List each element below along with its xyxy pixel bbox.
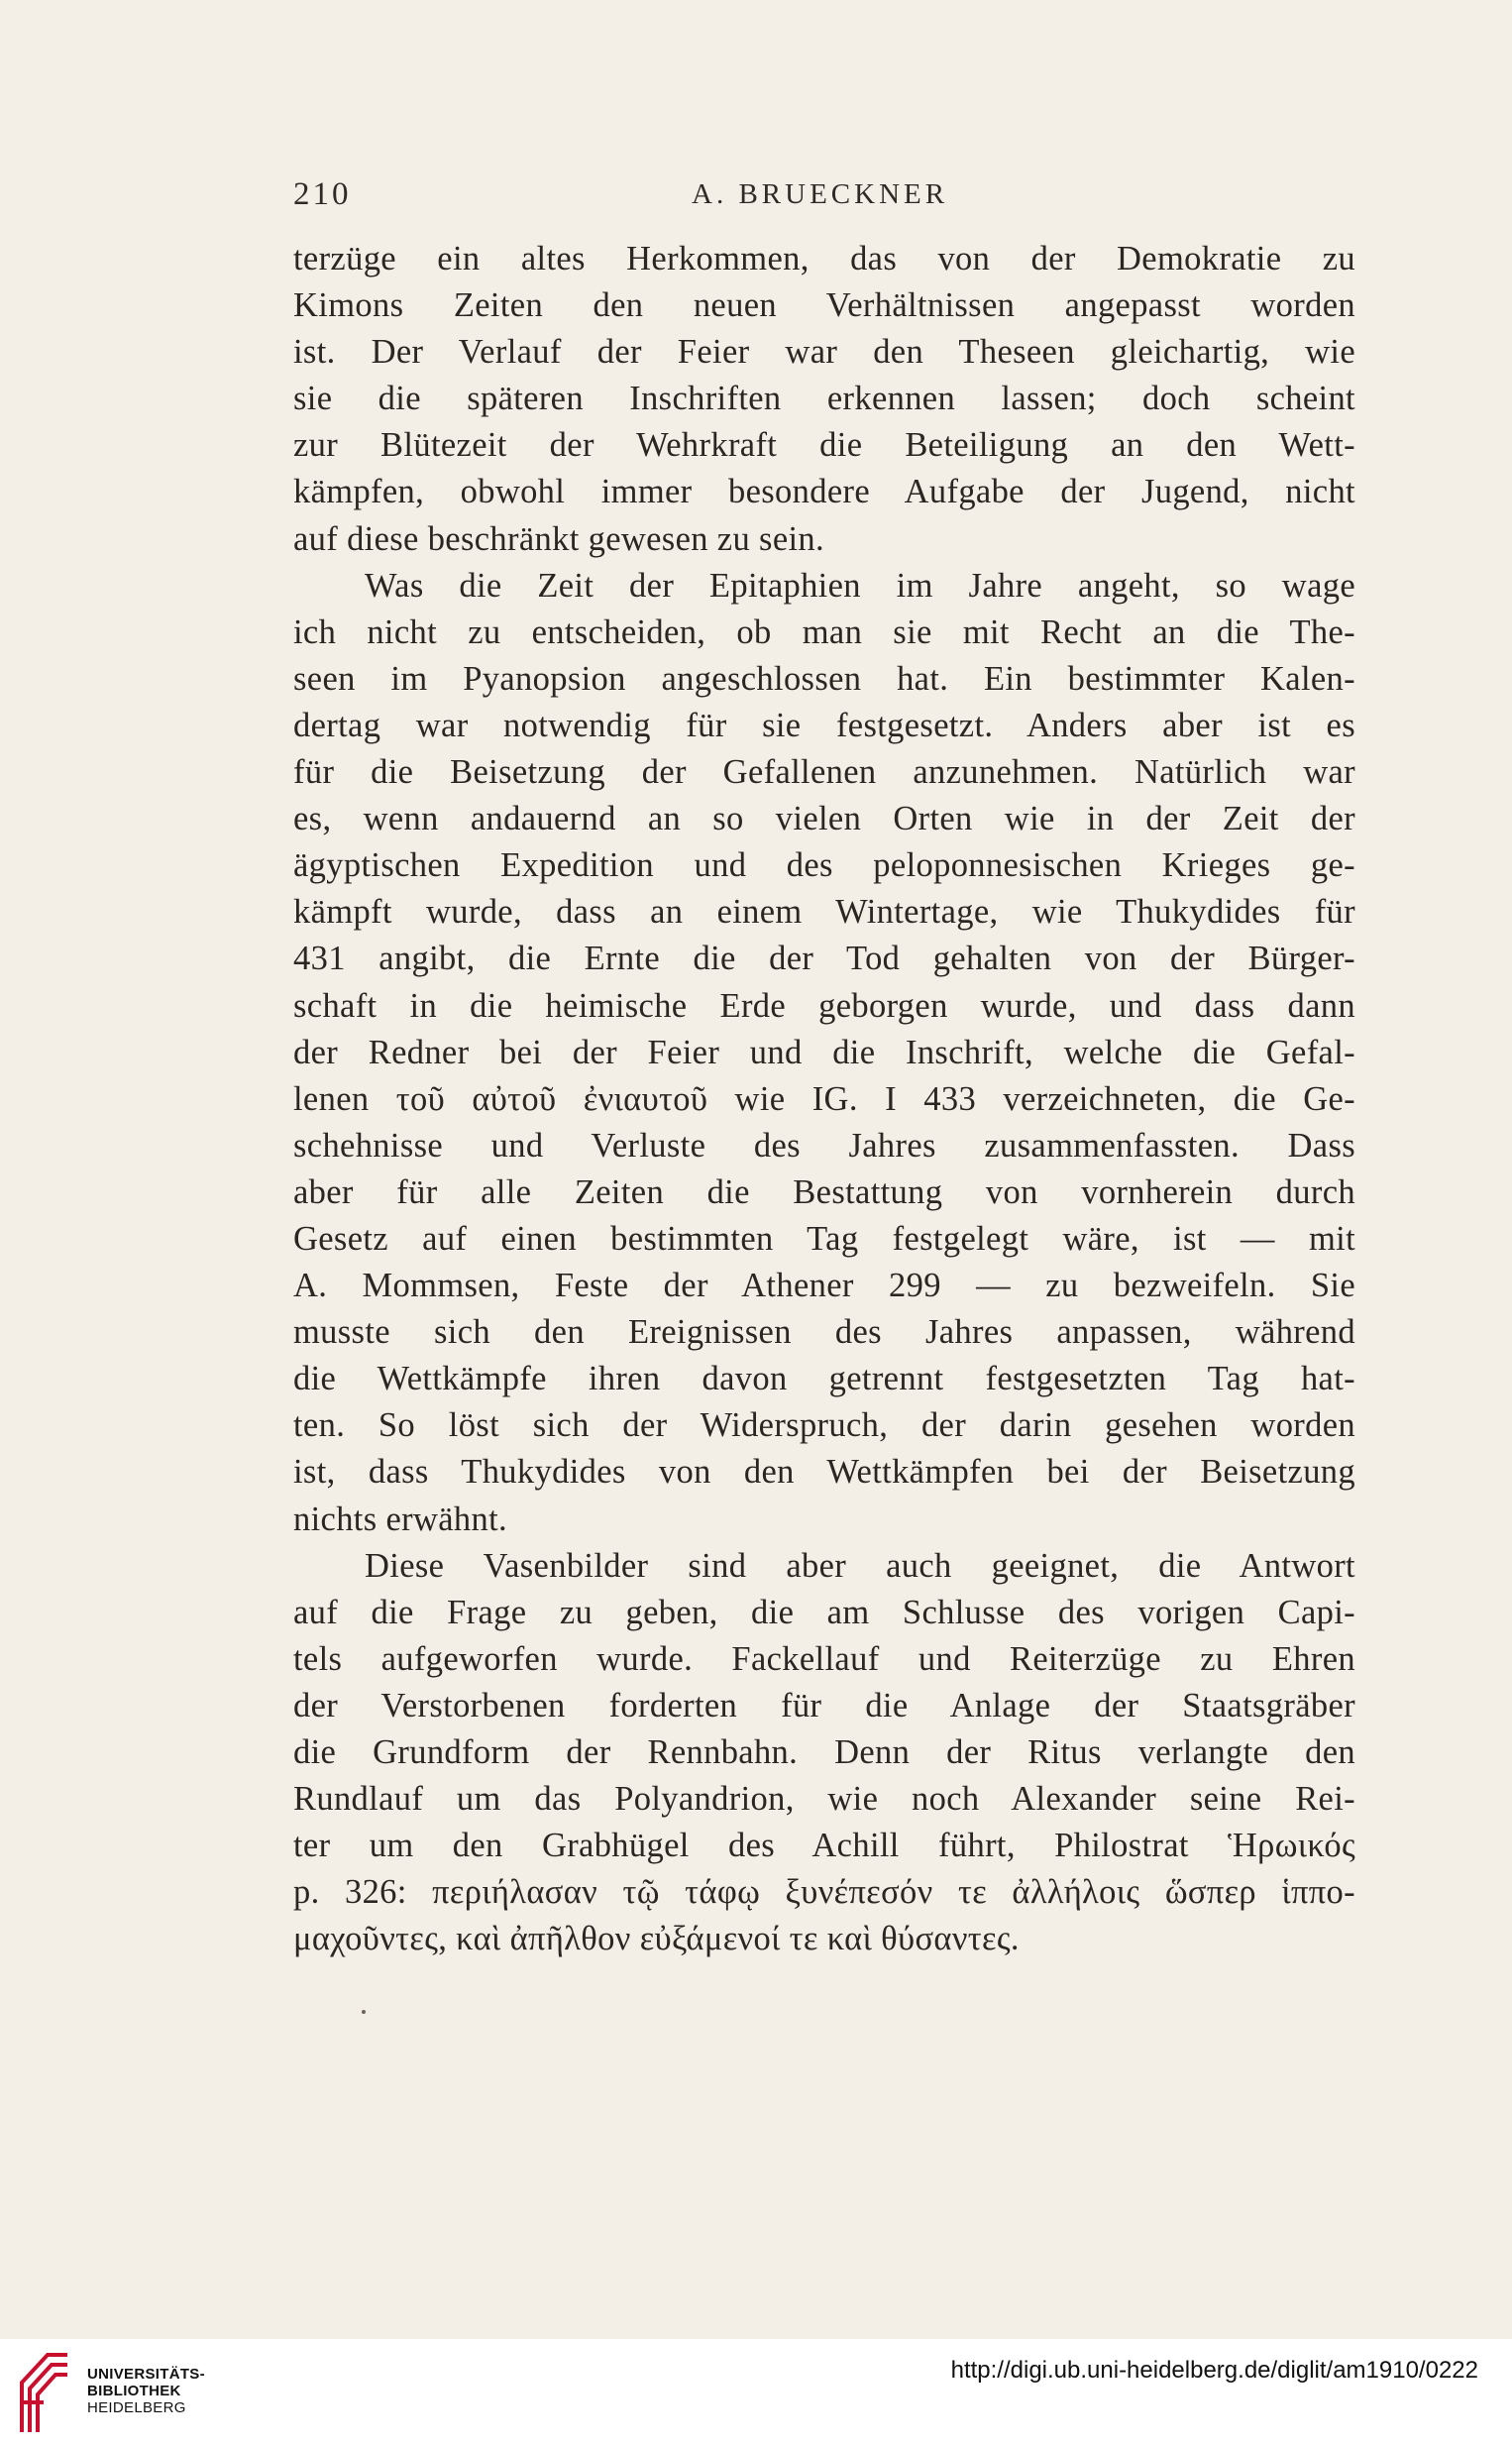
text-line: μαχοῦντες, καὶ ἀπῆλθον εὐξάμενοί τε καὶ θύσαντες. — [293, 1920, 1020, 1958]
text-line: ten. So löst sich der Widerspruch, der darin gesehen worden — [293, 1406, 1355, 1445]
text-line: musste sich den Ereignissen des Jahres anpassen, während — [293, 1313, 1355, 1352]
library-name-line: BIBLIOTHEK — [87, 2383, 181, 2399]
text-line: ägyptischen Expedition und des peloponnesischen Krieges ge- — [293, 846, 1355, 885]
text-line: ist. Der Verlauf der Feier war den Theseen gleichartig, wie — [293, 333, 1355, 372]
text-line: ter um den Grabhügel des Achill führt, Philostrat Ἡρωικός — [293, 1827, 1355, 1865]
text-line: der Redner bei der Feier und die Inschrift, welche die Gefal- — [293, 1033, 1355, 1071]
page-number: 210 — [293, 176, 352, 212]
text-line: nichts erwähnt. — [293, 1500, 508, 1538]
text-line: es, wenn andauernd an so vielen Orten wie in der Zeit der — [293, 800, 1355, 838]
text-line: kämpfen, obwohl immer besondere Aufgabe der Jugend, nicht — [293, 473, 1355, 511]
text-line: lenen τοῦ αὐτοῦ ἐνιαυτοῦ wie IG. I 433 verzeichneten, die Ge- — [293, 1079, 1355, 1118]
text-line: ich nicht zu entscheiden, ob man sie mit Recht an die The- — [293, 612, 1355, 651]
text-line: tels aufgeworfen wurde. Fackellauf und Reiterzüge zu Ehren — [293, 1639, 1355, 1678]
text-line: terzüge ein altes Herkommen, das von der Demokratie zu — [293, 240, 1355, 278]
library-name-line: UNIVERSITÄTS- — [87, 2366, 205, 2383]
text-line: kämpft wurde, dass an einem Wintertage, wie Thukydides für — [293, 893, 1355, 932]
text-line: zur Blütezeit der Wehrkraft die Beteiligung an den Wett- — [293, 426, 1355, 465]
text-line: Kimons Zeiten den neuen Verhältnissen angepasst worden — [293, 286, 1355, 325]
text-line: seen im Pyanopsion angeschlossen hat. Ein bestimmter Kalen- — [293, 659, 1355, 698]
text-line: auf die Frage zu geben, die am Schlusse des vorigen Capi- — [293, 1593, 1355, 1631]
text-line: der Verstorbenen forderten für die Anlage der Staatsgräber — [293, 1686, 1355, 1724]
text-line: die Grundform der Rennbahn. Denn der Ritus verlangte den — [293, 1733, 1355, 1771]
text-line: sie die späteren Inschriften erkennen lassen; doch scheint — [293, 380, 1355, 418]
text-line: für die Beisetzung der Gefallenen anzunehmen. Natürlich war — [293, 753, 1355, 792]
text-line: Rundlauf um das Polyandrion, wie noch Alexander seine Rei- — [293, 1780, 1355, 1819]
running-title: A. BRUECKNER — [692, 178, 949, 210]
library-name — [87, 2366, 205, 2416]
text-line: aber für alle Zeiten die Bestattung von vornherein durch — [293, 1172, 1355, 1211]
text-line: schehnisse und Verluste des Jahres zusammenfassten. Dass — [293, 1126, 1355, 1165]
text-line: dertag war notwendig für sie festgesetzt. Anders aber ist es — [293, 706, 1355, 744]
text-line: p. 326: περιήλασαν τῷ τάφῳ ξυνέπεσόν τε ἀλλήλοις ὥσπερ ἱππο- — [293, 1873, 1355, 1912]
text-line: Was die Zeit der Epitaphien im Jahre angeht, so wage — [365, 566, 1355, 605]
running-header — [293, 176, 1355, 216]
text-line: ist, dass Thukydides von den Wettkämpfen bei der Beisetzung — [293, 1453, 1355, 1492]
source-url-link[interactable]: http://digi.ub.uni-heidelberg.de/diglit/am1910/0222 — [950, 2357, 1478, 2384]
text-line: schaft in die heimische Erde geborgen wurde, und dass dann — [293, 986, 1355, 1025]
text-line: A. Mommsen, Feste der Athener 299 — zu bezweifeln. Sie — [293, 1267, 1355, 1305]
text-line: die Wettkämpfe ihren davon getrennt festgesetzten Tag hat- — [293, 1360, 1355, 1398]
text-line: auf diese beschränkt gewesen zu sein. — [293, 519, 824, 558]
stray-mark — [362, 2010, 366, 2014]
text-line: 431 angibt, die Ernte die der Tod gehalten von der Bürger- — [293, 940, 1355, 978]
text-line: Gesetz auf einen bestimmten Tag festgelegt wäre, ist — mit — [293, 1219, 1355, 1258]
library-name-line: HEIDELBERG — [87, 2399, 186, 2416]
text-line: Diese Vasenbilder sind aber auch geeignet, die Antwort — [365, 1546, 1355, 1585]
digitization-footer — [0, 2339, 1512, 2446]
university-library-logo-icon — [14, 2345, 73, 2436]
body-text — [293, 236, 1355, 1962]
